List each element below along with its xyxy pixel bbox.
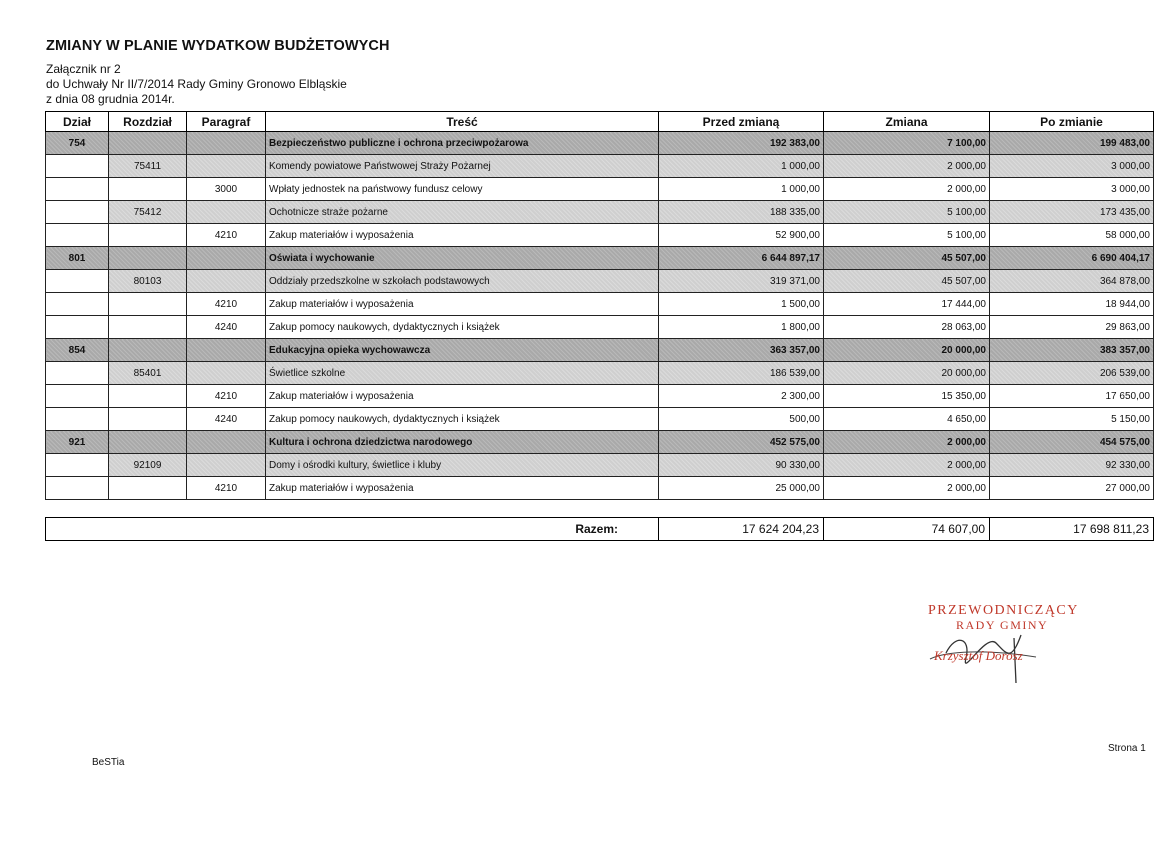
footer-software: BeSTia (92, 757, 125, 768)
cell-dzial (46, 316, 109, 339)
cell-po: 3 000,00 (990, 155, 1154, 178)
cell-paragraf (187, 155, 266, 178)
cell-rozdzial (109, 477, 187, 500)
cell-tresc: Bezpieczeństwo publiczne i ochrona przeciwpożarowa (266, 132, 659, 155)
cell-przed: 1 000,00 (659, 178, 824, 201)
cell-po: 454 575,00 (990, 431, 1154, 454)
cell-po: 173 435,00 (990, 201, 1154, 224)
cell-dzial (46, 224, 109, 247)
cell-przed: 2 300,00 (659, 385, 824, 408)
cell-tresc: Domy i ośrodki kultury, świetlice i kluby (266, 454, 659, 477)
table-row-rozdzial (46, 270, 1154, 293)
cell-paragraf (187, 362, 266, 385)
cell-paragraf: 4210 (187, 293, 266, 316)
cell-zmiana: 45 507,00 (824, 247, 990, 270)
chairman-stamp (926, 603, 1086, 683)
cell-przed: 452 575,00 (659, 431, 824, 454)
cell-zmiana: 2 000,00 (824, 431, 990, 454)
cell-po: 29 863,00 (990, 316, 1154, 339)
table-row-paragraf (46, 477, 1154, 500)
table-row-paragraf (46, 385, 1154, 408)
cell-zmiana: 2 000,00 (824, 155, 990, 178)
cell-przed: 25 000,00 (659, 477, 824, 500)
col-header-rozdzial: Rozdział (109, 112, 187, 132)
cell-tresc: Wpłaty jednostek na państwowy fundusz celowy (266, 178, 659, 201)
table-row-paragraf (46, 178, 1154, 201)
cell-rozdzial (109, 293, 187, 316)
cell-rozdzial (109, 408, 187, 431)
cell-zmiana: 2 000,00 (824, 178, 990, 201)
cell-przed: 500,00 (659, 408, 824, 431)
cell-paragraf: 4240 (187, 408, 266, 431)
cell-przed: 1 000,00 (659, 155, 824, 178)
cell-przed: 6 644 897,17 (659, 247, 824, 270)
cell-dzial: 754 (46, 132, 109, 155)
cell-zmiana: 4 650,00 (824, 408, 990, 431)
cell-tresc: Oddziały przedszkolne w szkołach podstawowych (266, 270, 659, 293)
cell-tresc: Zakup materiałów i wyposażenia (266, 385, 659, 408)
cell-zmiana: 20 000,00 (824, 362, 990, 385)
cell-przed: 52 900,00 (659, 224, 824, 247)
cell-paragraf: 4210 (187, 385, 266, 408)
cell-rozdzial (109, 339, 187, 362)
col-header-zmiana: Zmiana (824, 112, 990, 132)
cell-tresc: Zakup pomocy naukowych, dydaktycznych i książek (266, 408, 659, 431)
cell-dzial: 801 (46, 247, 109, 270)
date-label: z dnia 08 grudnia 2014r. (46, 92, 175, 106)
cell-po: 199 483,00 (990, 132, 1154, 155)
stamp-council: RADY GMINY (956, 618, 1049, 632)
stamp-name: Krzysztof Dorosz (934, 648, 1023, 663)
cell-po: 58 000,00 (990, 224, 1154, 247)
cell-po: 383 357,00 (990, 339, 1154, 362)
cell-przed: 319 371,00 (659, 270, 824, 293)
cell-dzial (46, 408, 109, 431)
cell-zmiana: 5 100,00 (824, 224, 990, 247)
resolution-label: do Uchwały Nr II/7/2014 Rady Gminy Gronowo Elbląskie (46, 77, 347, 91)
cell-tresc: Komendy powiatowe Państwowej Straży Pożarnej (266, 155, 659, 178)
total-row (46, 518, 1154, 541)
cell-tresc: Ochotnicze straże pożarne (266, 201, 659, 224)
table-row-dzial (46, 132, 1154, 155)
cell-rozdzial: 75411 (109, 155, 187, 178)
stamp-title: PRZEWODNICZĄCY (928, 603, 1079, 618)
col-header-przed: Przed zmianą (659, 112, 824, 132)
cell-rozdzial (109, 178, 187, 201)
table-row-dzial (46, 247, 1154, 270)
cell-po: 364 878,00 (990, 270, 1154, 293)
cell-dzial: 921 (46, 431, 109, 454)
cell-dzial: 854 (46, 339, 109, 362)
cell-paragraf (187, 247, 266, 270)
table-header-row (46, 112, 1154, 132)
cell-paragraf (187, 339, 266, 362)
table-row-paragraf (46, 224, 1154, 247)
cell-rozdzial (109, 431, 187, 454)
table-row-paragraf (46, 316, 1154, 339)
table-row-rozdzial (46, 201, 1154, 224)
cell-przed: 192 383,00 (659, 132, 824, 155)
cell-tresc: Oświata i wychowanie (266, 247, 659, 270)
cell-dzial (46, 385, 109, 408)
cell-dzial (46, 454, 109, 477)
cell-tresc: Zakup materiałów i wyposażenia (266, 224, 659, 247)
cell-rozdzial: 85401 (109, 362, 187, 385)
cell-dzial (46, 362, 109, 385)
table-row-dzial (46, 339, 1154, 362)
col-header-paragraf: Paragraf (187, 112, 266, 132)
table-row-rozdzial (46, 362, 1154, 385)
cell-zmiana: 7 100,00 (824, 132, 990, 155)
cell-tresc: Kultura i ochrona dziedzictwa narodowego (266, 431, 659, 454)
budget-table (45, 111, 1154, 500)
total-table (45, 517, 1154, 541)
cell-rozdzial (109, 316, 187, 339)
cell-paragraf: 4210 (187, 477, 266, 500)
document-title: ZMIANY W PLANIE WYDATKOW BUDŻETOWYCH (46, 38, 390, 54)
cell-po: 17 650,00 (990, 385, 1154, 408)
cell-dzial (46, 270, 109, 293)
cell-rozdzial: 92109 (109, 454, 187, 477)
cell-po: 3 000,00 (990, 178, 1154, 201)
footer-page: Strona 1 (1108, 743, 1146, 754)
cell-po: 206 539,00 (990, 362, 1154, 385)
cell-dzial (46, 178, 109, 201)
cell-paragraf (187, 270, 266, 293)
total-zmiana: 74 607,00 (824, 518, 990, 541)
cell-rozdzial (109, 132, 187, 155)
cell-przed: 90 330,00 (659, 454, 824, 477)
cell-paragraf (187, 132, 266, 155)
cell-zmiana: 2 000,00 (824, 477, 990, 500)
cell-tresc: Zakup materiałów i wyposażenia (266, 293, 659, 316)
cell-paragraf: 3000 (187, 178, 266, 201)
cell-zmiana: 2 000,00 (824, 454, 990, 477)
cell-paragraf (187, 454, 266, 477)
total-przed: 17 624 204,23 (659, 518, 824, 541)
col-header-tresc: Treść (266, 112, 659, 132)
table-row-dzial (46, 431, 1154, 454)
cell-po: 18 944,00 (990, 293, 1154, 316)
cell-rozdzial: 75412 (109, 201, 187, 224)
col-header-po: Po zmianie (990, 112, 1154, 132)
cell-przed: 363 357,00 (659, 339, 824, 362)
attachment-label: Załącznik nr 2 (46, 62, 121, 76)
cell-zmiana: 20 000,00 (824, 339, 990, 362)
cell-przed: 1 500,00 (659, 293, 824, 316)
cell-dzial (46, 293, 109, 316)
cell-dzial (46, 477, 109, 500)
cell-dzial (46, 201, 109, 224)
cell-po: 5 150,00 (990, 408, 1154, 431)
col-header-dzial: Dział (46, 112, 109, 132)
cell-tresc: Zakup materiałów i wyposażenia (266, 477, 659, 500)
cell-tresc: Zakup pomocy naukowych, dydaktycznych i książek (266, 316, 659, 339)
cell-po: 6 690 404,17 (990, 247, 1154, 270)
cell-przed: 1 800,00 (659, 316, 824, 339)
cell-zmiana: 17 444,00 (824, 293, 990, 316)
cell-po: 92 330,00 (990, 454, 1154, 477)
total-label: Razem: (46, 518, 659, 541)
cell-paragraf (187, 431, 266, 454)
cell-zmiana: 28 063,00 (824, 316, 990, 339)
cell-przed: 188 335,00 (659, 201, 824, 224)
cell-rozdzial (109, 224, 187, 247)
cell-paragraf: 4210 (187, 224, 266, 247)
cell-paragraf (187, 201, 266, 224)
table-row-paragraf (46, 293, 1154, 316)
cell-paragraf: 4240 (187, 316, 266, 339)
table-row-paragraf (46, 408, 1154, 431)
cell-dzial (46, 155, 109, 178)
cell-tresc: Edukacyjna opieka wychowawcza (266, 339, 659, 362)
total-po: 17 698 811,23 (990, 518, 1154, 541)
cell-rozdzial: 80103 (109, 270, 187, 293)
table-row-rozdzial (46, 155, 1154, 178)
cell-tresc: Świetlice szkolne (266, 362, 659, 385)
cell-zmiana: 5 100,00 (824, 201, 990, 224)
cell-zmiana: 15 350,00 (824, 385, 990, 408)
cell-rozdzial (109, 385, 187, 408)
cell-zmiana: 45 507,00 (824, 270, 990, 293)
cell-przed: 186 539,00 (659, 362, 824, 385)
cell-po: 27 000,00 (990, 477, 1154, 500)
table-row-rozdzial (46, 454, 1154, 477)
cell-rozdzial (109, 247, 187, 270)
